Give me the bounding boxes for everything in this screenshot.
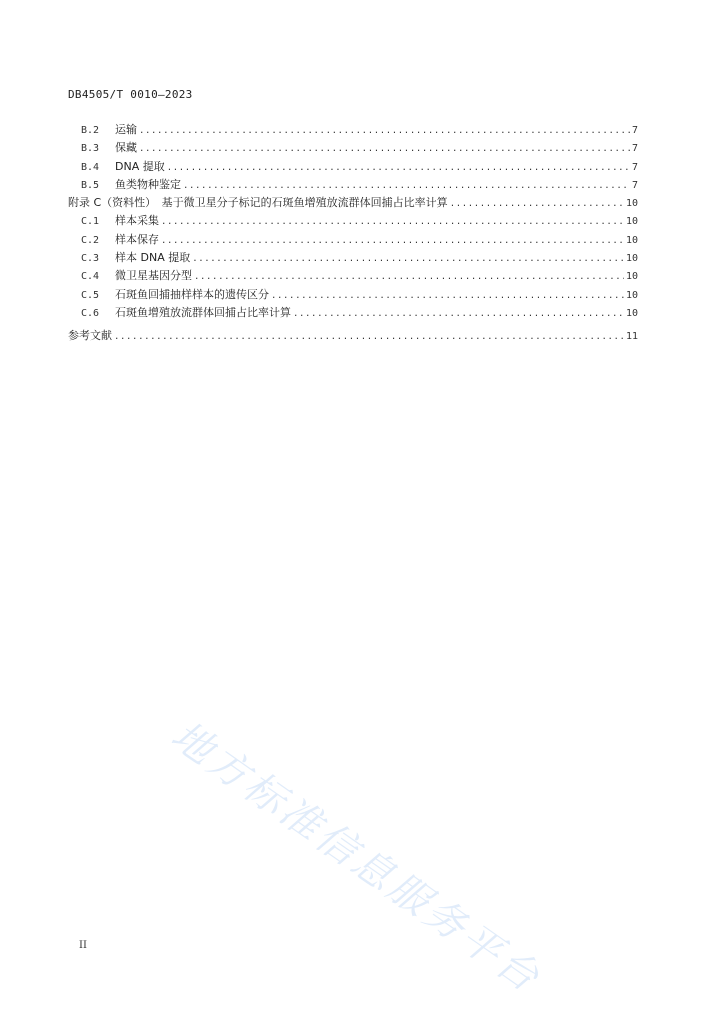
dot-leader (192, 250, 624, 268)
toc-entry-b5[interactable] (68, 176, 638, 194)
toc-entry-page: 10 (625, 307, 638, 319)
toc-entry-title: 样本 DNA 提取 (115, 251, 191, 265)
toc-entry-appendix-c[interactable] (68, 194, 638, 212)
toc-entry-page: 10 (625, 271, 638, 283)
toc-entry-number: C.5 (81, 289, 100, 301)
toc-entry-references[interactable] (68, 327, 638, 345)
toc-entry-b4[interactable] (68, 158, 638, 176)
toc-entry-title: 附录 C（资料性） 基于微卫星分子标记的石斑鱼增殖放流群体回捕占比率计算 (68, 196, 448, 210)
dot-leader (450, 195, 624, 213)
dot-leader (194, 268, 624, 286)
dot-leader (114, 328, 624, 346)
dot-leader (139, 140, 630, 158)
toc-entry-page: 10 (625, 216, 638, 228)
table-of-contents (68, 121, 638, 346)
dot-leader (167, 159, 630, 177)
toc-entry-b3[interactable] (68, 139, 638, 157)
document-code: DB4505/T 0010—2023 (68, 88, 193, 101)
toc-entry-page: 11 (625, 331, 638, 343)
dot-leader (139, 122, 630, 140)
dot-leader (271, 287, 624, 305)
watermark-text: 地方标准信息服务平台 (162, 712, 550, 1003)
toc-entry-title: 微卫星基因分型 (115, 269, 192, 283)
toc-entry-number: C.1 (81, 216, 100, 228)
page-folio: II (79, 940, 87, 951)
toc-entry-number: B.3 (81, 143, 100, 155)
toc-entry-title: 运输 (115, 123, 137, 136)
toc-entry-title: 石斑鱼增殖放流群体回捕占比率计算 (115, 305, 291, 319)
toc-entry-number: C.6 (81, 307, 100, 319)
toc-entry-c6[interactable] (68, 304, 638, 322)
toc-entry-page: 10 (625, 289, 638, 301)
toc-entry-c4[interactable] (68, 267, 638, 285)
toc-entry-title: 样本采集 (115, 214, 159, 228)
toc-entry-number: B.5 (81, 179, 100, 191)
toc-entry-page: 7 (631, 125, 638, 136)
dot-leader (293, 305, 624, 323)
toc-entry-title: DNA 提取 (115, 159, 165, 173)
toc-entry-page: 10 (625, 234, 638, 246)
toc-entry-page: 10 (625, 198, 638, 210)
toc-entry-page: 7 (631, 179, 638, 191)
toc-entry-page: 7 (631, 143, 638, 155)
toc-entry-c3[interactable] (68, 249, 638, 267)
toc-entry-title: 保藏 (115, 141, 137, 155)
dot-leader (161, 213, 624, 231)
toc-entry-title: 样本保存 (115, 232, 159, 246)
toc-entry-title: 石斑鱼回捕抽样样本的遗传区分 (115, 287, 269, 301)
toc-entry-number: B.4 (81, 161, 100, 173)
toc-entry-title: 鱼类物种鉴定 (115, 177, 181, 191)
toc-entry-c5[interactable] (68, 286, 638, 304)
toc-entry-number: C.2 (81, 234, 100, 246)
toc-entry-title: 参考文献 (68, 329, 112, 343)
toc-entry-number: C.3 (81, 253, 100, 265)
toc-entry-c1[interactable] (68, 212, 638, 230)
dot-leader (161, 232, 624, 250)
toc-entry-number: B.2 (81, 125, 100, 136)
toc-entry-page: 7 (631, 161, 638, 173)
toc-entry-c2[interactable] (68, 231, 638, 249)
toc-entry-b2[interactable] (68, 121, 638, 139)
toc-entry-page: 10 (625, 253, 638, 265)
toc-entry-number: C.4 (81, 271, 100, 283)
dot-leader (183, 177, 630, 195)
